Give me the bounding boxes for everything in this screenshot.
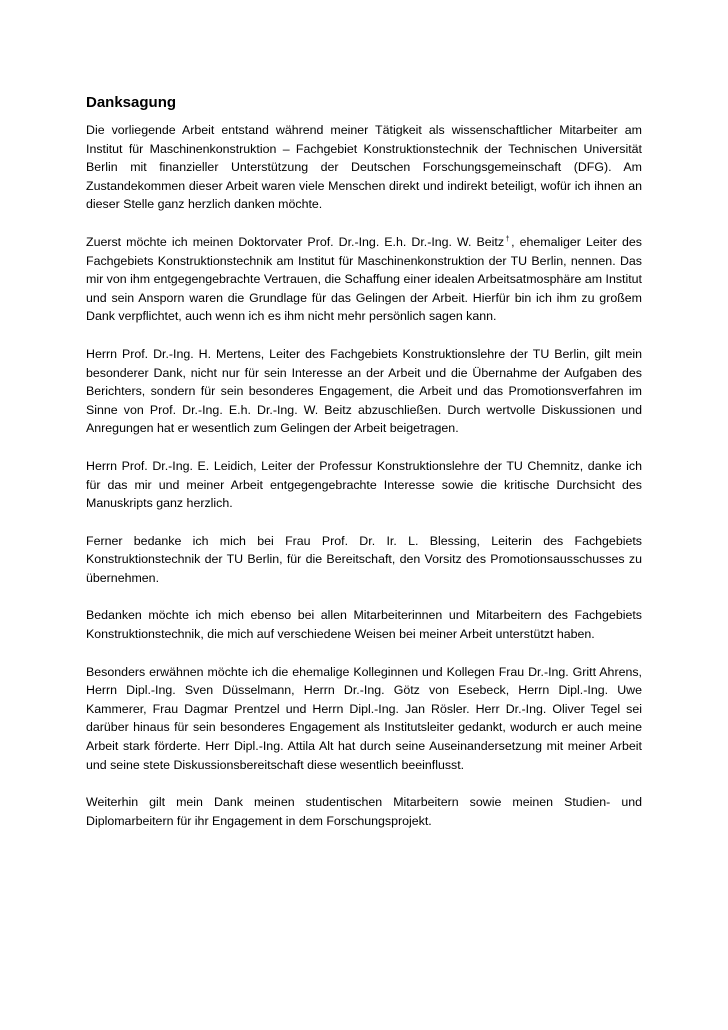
dagger-mark: † <box>504 235 512 243</box>
paragraph-doktorvater-body: Leiter des Fachgebiets Konstruktionstechnik am Institut für Maschinenkonstruktion der TU Berlin, nennen. Das mir von ihm entgegengebrachte Vertrauen, die Schaffung einer idealen Arbeitsatmosphäre am Institut und sein Ansporn waren die Grundlage für das Gelingen der Arbeit. Hierfür bin ich ihm zu großem Dank verpflichtet, auch wenn ich es ihm nicht mehr persönlich sagen kann. <box>86 234 642 324</box>
page-title: Danksagung <box>86 94 177 111</box>
paragraph-mertens: Herrn Prof. Dr.-Ing. H. Mertens, Leiter des Fachgebiets Konstruktionslehre der TU Berlin, gilt mein besonderer Dank, nicht nur für sein Interesse an der Arbeit und die Übernahme der Aufgaben des Berichters, sondern für sein besonderes Engagement, die Arbeit und das Promotionsverfahren im Sinne von Prof. Dr.-Ing. E.h. Dr.-Ing. W. Beitz abzuschließen. Durch wertvolle Diskussionen und Anregungen hat er wesentlich zum Gelingen der Arbeit beigetragen. <box>86 346 642 436</box>
paragraph-mitarbeiter: Bedanken möchte ich mich ebenso bei allen Mitarbeiterinnen und Mitarbeitern des Fachgebiets Konstruktionstechnik, die mich auf verschiedene Weisen bei meiner Arbeit unterstützt haben. <box>86 608 642 642</box>
paragraph-leidich: Herrn Prof. Dr.-Ing. E. Leidich, Leiter der Professur Konstruktionslehre der TU Chemnitz, danke ich für das mir und meiner Arbeit entgegengebrachte Interesse sowie die kritische Durchsicht des Manuskripts ganz herzlich. <box>86 458 642 511</box>
paragraph-blessing: Ferner bedanke ich mich bei Frau Prof. Dr. Ir. L. Blessing, Leiterin des Fachgebiets Konstruktionstechnik der TU Berlin, für die Bereitschaft, den Vorsitz des Promotionsausschusses zu übernehmen. <box>86 533 642 585</box>
paragraph-intro: Die vorliegende Arbeit entstand während meiner Tätigkeit als wissenschaftlicher Mitarbeiter am Institut für Maschinenkonstruktion – Fachgebiet Konstruktionstechnik der Technischen Universität Berlin mit finanzieller Unterstützung der Deutschen Forschungsgemeinschaft (DFG). Am Zustandekommen dieser Arbeit waren viele Menschen direkt und indirekt beteiligt, wofür ich ihnen an dieser Stelle ganz herzlich danken möchte. <box>86 123 642 212</box>
paragraph-doktorvater-lead: Zuerst möchte ich meinen Doktorvater Prof. Dr.-Ing. E.h. Dr.-Ing. W. Beitz <box>86 234 505 249</box>
paragraph-doktorvater-lead-end: , ehemaliger <box>511 234 581 249</box>
paragraph-studenten: Weiterhin gilt mein Dank meinen studentischen Mitarbeitern sowie meinen Studien- und Diplomarbeitern für ihr Engagement in dem Forschungsprojekt. <box>86 795 642 828</box>
paragraph-doktorvater <box>86 233 642 326</box>
document-page <box>86 93 642 849</box>
paragraph-kollegen: Besonders erwähnen möchte ich die ehemalige Kolleginnen und Kollegen Frau Dr.-Ing. Gritt Ahrens, Herrn Dipl.-Ing. Sven Düsselmann, Herrn Dr.-Ing. Götz von Esebeck, Herrn Dipl.-Ing. Uwe Kammerer, Frau Dagmar Prentzel und Herrn Dipl.-Ing. Jan Rösler. Herr Dr.-Ing. Oliver Tegel sei darüber hinaus für sein besonderes Engagement als Institutsleiter gedankt, wodurch er auch meine Arbeit stark förderte. Herr Dipl.-Ing. Attila Alt hat durch seine Auseinandersetzung mit meiner Arbeit und seine stete Diskussionsbereitschaft diese wesentlich beeinflusst. <box>86 664 642 772</box>
